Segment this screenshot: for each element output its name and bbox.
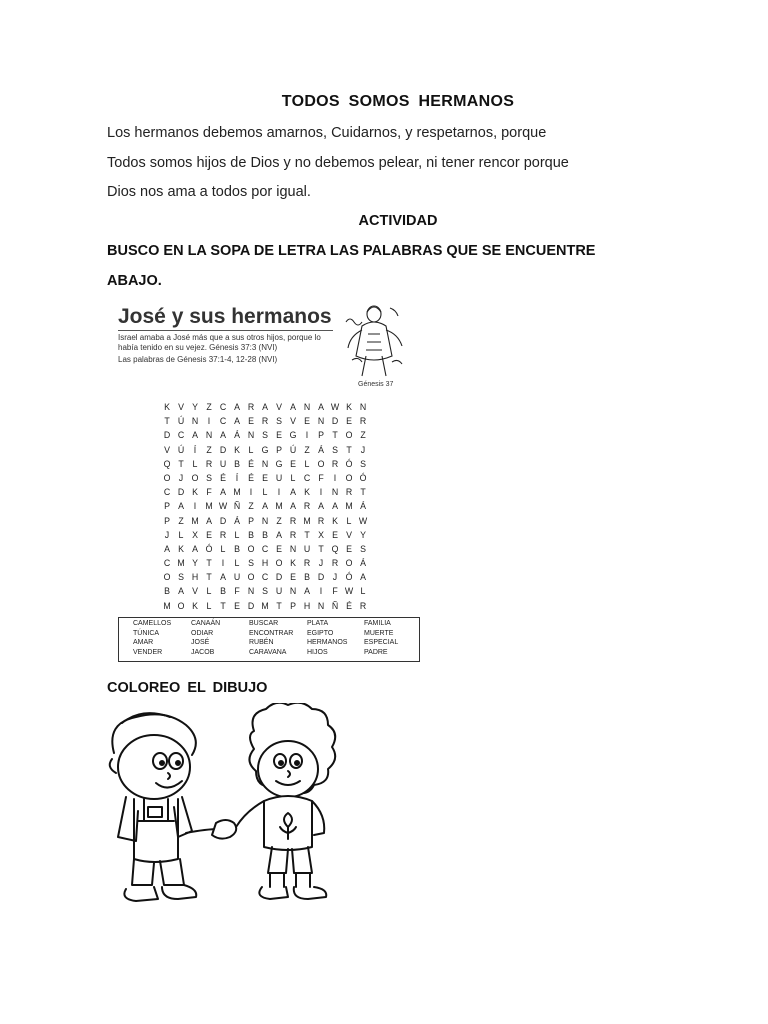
grid-letter: E (262, 472, 268, 483)
grid-letter: A (192, 543, 198, 554)
grid-letter: H (191, 572, 199, 583)
grid-letter: R (289, 515, 297, 526)
grid-letter: R (331, 558, 339, 569)
grid-letter: O (345, 472, 353, 483)
grid-letter: R (331, 458, 339, 469)
grid-letter: K (290, 558, 296, 569)
word-bank-word: RUBÉN (249, 639, 274, 646)
grid-letter: S (248, 558, 254, 569)
grid-letter: M (261, 600, 269, 611)
grid-letter: Q (331, 543, 339, 554)
grid-letter: I (319, 487, 323, 498)
grid-letter: R (359, 600, 367, 611)
word-bank-word: EGIPTO (307, 629, 334, 637)
worksheet-title-rule (118, 330, 333, 331)
grid-row (160, 542, 370, 556)
word-bank-column (364, 619, 398, 657)
grid-letter: Á (360, 501, 366, 512)
grid-letter: Ú (177, 444, 185, 455)
grid-letter: D (247, 600, 255, 611)
grid-letter: L (360, 586, 366, 597)
grid-letter: R (247, 402, 255, 412)
grid-letter: K (192, 487, 198, 498)
grid-letter: C (219, 416, 227, 427)
grid-letter: C (261, 543, 269, 554)
word-search-grid (160, 400, 370, 613)
grid-letter: A (220, 430, 226, 441)
grid-letter: V (276, 402, 282, 412)
grid-row (160, 428, 370, 442)
grid-letter: C (163, 487, 171, 498)
grid-letter: Í (235, 472, 239, 483)
grid-letter: O (275, 558, 283, 569)
grid-row (160, 471, 370, 485)
grid-letter: U (303, 543, 311, 554)
grid-letter: T (360, 487, 366, 498)
grid-letter: S (262, 430, 268, 441)
grid-letter: A (290, 402, 296, 412)
grid-letter: J (178, 472, 184, 483)
grid-letter: D (331, 416, 339, 427)
grid-letter: V (164, 444, 170, 455)
word-bank-column (191, 619, 220, 657)
grid-letter: Y (192, 558, 198, 569)
grid-letter: U (275, 586, 283, 597)
word-bank-word: VENDER (133, 648, 163, 656)
grid-letter: Ó (205, 543, 213, 554)
grid-letter: A (220, 487, 226, 498)
grid-letter: S (178, 572, 184, 583)
grid-letter: L (248, 444, 254, 455)
grid-letter: L (206, 586, 212, 597)
grid-letter: E (248, 416, 254, 427)
grid-letter: C (261, 572, 269, 583)
grid-letter: E (346, 543, 352, 554)
grid-letter: O (163, 472, 171, 483)
grid-row (160, 556, 370, 570)
grid-letter: M (275, 501, 283, 512)
grid-letter: A (262, 402, 268, 412)
grid-row (160, 457, 370, 471)
grid-letter: L (290, 472, 296, 483)
grid-letter: I (221, 558, 225, 569)
word-bank-column (307, 619, 347, 657)
grid-letter: Á (360, 558, 366, 569)
word-bank-word: MUERTE (364, 629, 394, 637)
word-bank-word: HIJOS (307, 648, 328, 656)
worksheet-verse (118, 333, 348, 353)
grid-letter: L (234, 529, 240, 540)
grid-letter: O (163, 572, 171, 583)
grid-letter: Z (360, 430, 366, 441)
grid-letter: N (317, 416, 325, 427)
grid-letter: Z (248, 501, 254, 512)
grid-letter: Ñ (233, 501, 241, 512)
grid-letter: M (191, 515, 199, 526)
grid-letter: T (276, 600, 282, 611)
grid-letter: T (206, 572, 212, 583)
instruction-line-1: BUSCO EN LA SOPA DE LETRA LAS PALABRAS QUE SE ENCUENTRE (107, 243, 596, 259)
grid-letter: D (219, 444, 227, 455)
grid-letter: P (276, 444, 282, 455)
grid-letter: J (360, 444, 366, 455)
grid-letter: K (346, 402, 352, 412)
illustration-caption: Génesis 37 (358, 381, 394, 388)
grid-letter: E (276, 430, 282, 441)
grid-letter: M (303, 515, 311, 526)
grid-letter: S (262, 586, 268, 597)
grid-letter: B (164, 586, 170, 597)
grid-letter: N (261, 515, 269, 526)
grid-letter: C (219, 402, 227, 412)
grid-letter: R (359, 416, 367, 427)
grid-letter: Ú (289, 444, 297, 455)
grid-letter: R (317, 515, 325, 526)
grid-letter: P (164, 501, 170, 512)
grid-letter: A (290, 501, 296, 512)
grid-letter: X (318, 529, 324, 540)
grid-letter: Ñ (331, 600, 339, 611)
word-bank-word: CANAÁN (191, 620, 221, 627)
grid-letter: A (220, 572, 226, 583)
grid-letter: E (346, 416, 352, 427)
grid-letter: Z (304, 444, 310, 455)
grid-letter: C (177, 430, 185, 441)
coloring-heading: COLOREO EL DIBUJO (107, 680, 268, 696)
grid-letter: T (346, 444, 352, 455)
grid-row (160, 400, 370, 414)
grid-letter: R (205, 458, 213, 469)
grid-letter: N (359, 402, 367, 412)
grid-letter: F (206, 487, 212, 498)
grid-letter: C (303, 472, 311, 483)
grid-letter: O (345, 430, 353, 441)
grid-letter: N (191, 416, 199, 427)
grid-letter: A (318, 501, 324, 512)
grid-letter: B (262, 529, 268, 540)
grid-letter: I (305, 430, 309, 441)
grid-letter: N (317, 600, 325, 611)
grid-letter: A (290, 487, 296, 498)
grid-letter: B (220, 586, 226, 597)
grid-letter: S (206, 472, 212, 483)
instruction-line-2: ABAJO. (107, 273, 162, 289)
grid-letter: N (289, 543, 297, 554)
worksheet-reference: Las palabras de Génesis 37:1-4, 12-28 (NVI) (118, 355, 278, 364)
grid-letter: N (247, 586, 255, 597)
grid-letter: E (234, 600, 240, 611)
grid-letter: Z (206, 402, 212, 412)
grid-letter: J (318, 558, 324, 569)
grid-letter: L (304, 458, 310, 469)
grid-letter: E (290, 572, 296, 583)
grid-row (160, 570, 370, 584)
grid-letter: R (219, 529, 227, 540)
grid-letter: H (261, 558, 269, 569)
grid-letter: L (220, 543, 226, 554)
grid-letter: A (206, 515, 212, 526)
grid-letter: T (318, 543, 324, 554)
grid-letter: B (234, 543, 240, 554)
grid-letter: Z (206, 444, 212, 455)
word-bank (118, 617, 420, 662)
grid-letter: A (276, 529, 282, 540)
grid-letter: I (319, 586, 323, 597)
word-bank-word: FAMILIA (364, 620, 391, 627)
grid-letter: I (249, 487, 253, 498)
grid-row (160, 499, 370, 513)
word-bank-word: ODIAR (191, 629, 214, 637)
grid-letter: V (192, 586, 198, 597)
grid-row (160, 528, 370, 542)
grid-letter: D (163, 430, 171, 441)
grid-letter: W (344, 586, 354, 597)
grid-letter: U (233, 572, 241, 583)
page-title: TODOS SOMOS HERMANOS (281, 93, 515, 110)
grid-letter: N (303, 402, 311, 412)
grid-letter: Q (163, 458, 171, 469)
grid-row (160, 414, 370, 428)
grid-letter: Ú (177, 416, 185, 427)
grid-letter: L (234, 558, 240, 569)
grid-letter: C (163, 558, 171, 569)
grid-letter: M (177, 558, 185, 569)
grid-row (160, 485, 370, 499)
grid-letter: S (360, 543, 366, 554)
grid-letter: I (207, 416, 211, 427)
grid-letter: G (261, 444, 269, 455)
word-bank-word: TÚNICA (133, 629, 160, 637)
grid-letter: U (219, 458, 227, 469)
grid-letter: G (289, 430, 297, 441)
word-bank-word: PLATA (307, 620, 329, 627)
grid-letter: R (303, 558, 311, 569)
activity-heading: ACTIVIDAD (358, 213, 438, 229)
grid-letter: N (289, 586, 297, 597)
worksheet-title: José y sus hermanos (118, 305, 332, 328)
grid-letter: K (192, 600, 198, 611)
grid-letter: A (234, 416, 240, 427)
grid-letter: O (177, 600, 185, 611)
word-bank-word: CARAVANA (249, 648, 287, 656)
grid-letter: S (276, 416, 282, 427)
grid-letter: R (261, 416, 269, 427)
grid-letter: N (331, 487, 339, 498)
grid-row (160, 599, 370, 613)
grid-letter: F (234, 586, 240, 597)
children-coloring-illustration (104, 703, 364, 908)
grid-letter: H (303, 600, 311, 611)
grid-letter: A (318, 402, 324, 412)
grid-letter: É (220, 472, 226, 483)
grid-letter: B (248, 529, 254, 540)
grid-row (160, 584, 370, 598)
grid-letter: Ó (359, 472, 367, 483)
grid-letter: M (233, 487, 241, 498)
intro-line-2: Todos somos hijos de Dios y no debemos pelear, ni tener rencor porque (107, 155, 569, 171)
grid-letter: A (178, 501, 184, 512)
grid-letter: E (332, 529, 338, 540)
grid-letter: W (358, 515, 368, 526)
grid-letter: E (276, 543, 282, 554)
intro-line-1: Los hermanos debemos amarnos, Cuidarnos, y respetarnos, porque (107, 125, 547, 141)
grid-letter: Y (360, 529, 366, 540)
grid-letter: O (317, 458, 325, 469)
grid-letter: Z (178, 515, 184, 526)
intro-line-3: Dios nos ama a todos por igual. (107, 184, 311, 200)
grid-letter: M (345, 501, 353, 512)
word-bank-word: ENCONTRAR (249, 629, 294, 637)
grid-letter: I (193, 501, 197, 512)
grid-letter: D (275, 572, 283, 583)
word-bank-word: AMAR (133, 639, 154, 646)
grid-letter: L (178, 529, 184, 540)
grid-letter: P (290, 600, 296, 611)
grid-letter: B (304, 572, 310, 583)
word-bank-word: JACOB (191, 648, 215, 656)
grid-letter: É (346, 600, 352, 611)
grid-letter: O (247, 572, 255, 583)
grid-letter: D (177, 487, 185, 498)
grid-letter: T (206, 558, 212, 569)
grid-letter: L (346, 515, 352, 526)
grid-letter: É (248, 458, 254, 469)
grid-letter: N (205, 430, 213, 441)
grid-letter: É (248, 472, 254, 483)
grid-letter: T (220, 600, 226, 611)
grid-letter: F (318, 472, 324, 483)
grid-letter: P (248, 515, 254, 526)
grid-letter: F (332, 586, 338, 597)
grid-row (160, 514, 370, 528)
grid-letter: O (191, 472, 199, 483)
grid-letter: A (262, 501, 268, 512)
grid-letter: P (164, 515, 170, 526)
grid-letter: M (163, 600, 171, 611)
grid-letter: E (290, 458, 296, 469)
grid-letter: S (360, 458, 366, 469)
grid-letter: V (290, 416, 296, 427)
grid-letter: L (262, 487, 268, 498)
grid-letter: T (178, 458, 184, 469)
joseph-illustration (340, 300, 410, 382)
grid-letter: Á (234, 515, 240, 526)
grid-letter: A (332, 501, 338, 512)
grid-letter: W (330, 402, 340, 412)
word-bank-column (133, 619, 171, 657)
grid-letter: Á (318, 444, 324, 455)
word-bank-word: CAMELLOS (133, 620, 172, 627)
grid-letter: P (318, 430, 324, 441)
word-bank-word: JOSÉ (191, 639, 210, 646)
grid-letter: Ó (345, 458, 353, 469)
grid-letter: L (206, 600, 212, 611)
grid-letter: A (164, 543, 170, 554)
grid-letter: Á (234, 430, 240, 441)
word-bank-word: PADRE (364, 648, 388, 656)
word-bank-word: ESPECIAL (364, 639, 399, 646)
grid-letter: J (332, 572, 338, 583)
grid-letter: W (218, 501, 228, 512)
grid-letter: A (234, 402, 240, 412)
worksheet-verse-line-1: Israel amaba a José más que a sus otros hijos, porque lo (118, 333, 321, 342)
grid-letter: Y (192, 402, 198, 412)
grid-letter: A (304, 586, 310, 597)
grid-letter: U (275, 472, 283, 483)
girl-figure (236, 703, 335, 899)
grid-letter: R (303, 501, 311, 512)
grid-letter: T (332, 430, 338, 441)
grid-letter: E (304, 416, 310, 427)
grid-letter: Z (276, 515, 282, 526)
word-bank-word: BUSCAR (249, 620, 279, 627)
grid-letter: A (360, 572, 366, 583)
grid-letter: A (192, 430, 198, 441)
grid-letter: N (247, 430, 255, 441)
grid-letter: O (345, 558, 353, 569)
grid-letter: X (192, 529, 198, 540)
grid-letter: T (304, 529, 310, 540)
grid-letter: M (205, 501, 213, 512)
grid-letter: O (247, 543, 255, 554)
grid-letter: R (345, 487, 353, 498)
grid-letter: E (206, 529, 212, 540)
word-bank-column (249, 619, 293, 657)
grid-row (160, 443, 370, 457)
grid-letter: Í (193, 444, 197, 455)
grid-letter: D (317, 572, 325, 583)
grid-letter: K (304, 487, 310, 498)
grid-letter: R (289, 529, 297, 540)
grid-letter: V (178, 402, 184, 412)
grid-letter: K (234, 444, 240, 455)
grid-letter: K (178, 543, 184, 554)
grid-letter: S (332, 444, 338, 455)
grid-letter: A (178, 586, 184, 597)
grid-letter: Ó (345, 572, 353, 583)
boy-figure (110, 713, 220, 901)
grid-letter: T (164, 416, 170, 427)
grid-letter: K (164, 402, 170, 412)
grid-letter: K (332, 515, 338, 526)
grid-letter: I (277, 487, 281, 498)
grid-letter: V (346, 529, 352, 540)
grid-letter: D (219, 515, 227, 526)
worksheet-verse-line-2: había tenido en su vejez. Génesis 37:3 (NVI) (118, 343, 278, 352)
word-bank-word: HERMANOS (307, 639, 348, 646)
grid-letter: N (261, 458, 269, 469)
grid-letter: L (192, 458, 198, 469)
grid-letter: I (333, 472, 337, 483)
grid-letter: G (275, 458, 283, 469)
grid-letter: J (164, 529, 170, 540)
grid-letter: B (234, 458, 240, 469)
